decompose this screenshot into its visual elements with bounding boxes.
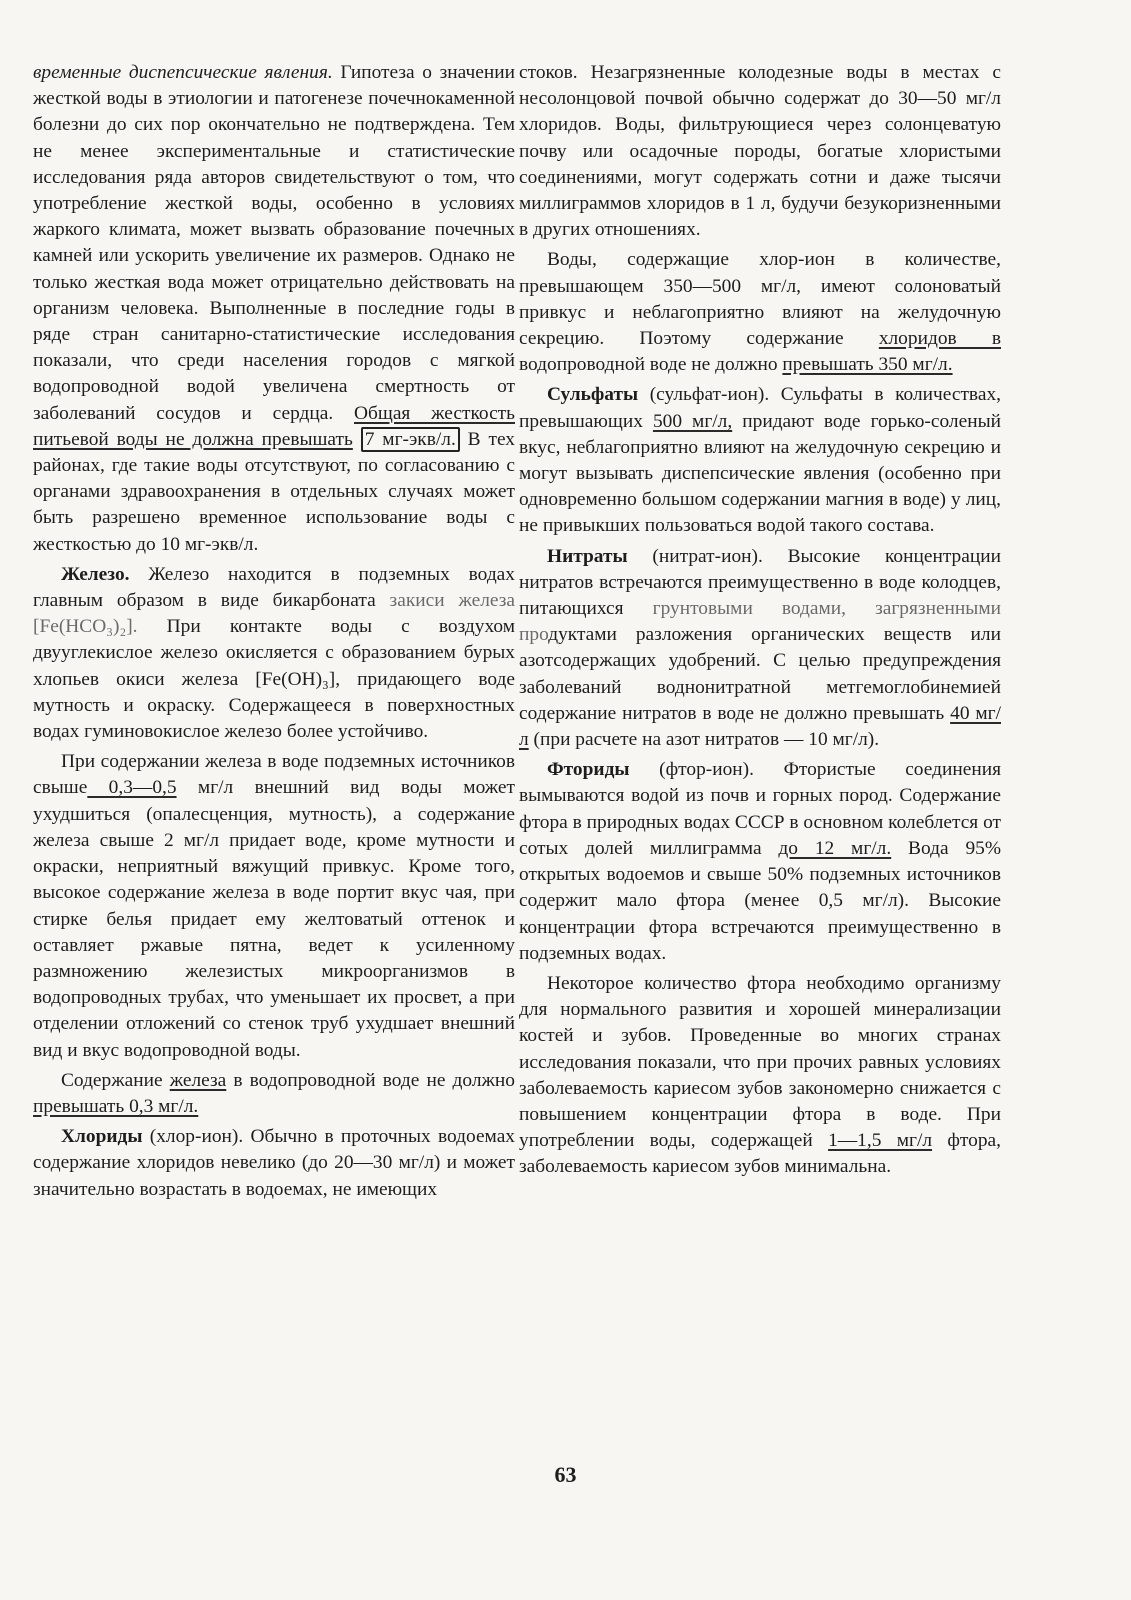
section-heading-fluorides: Фториды <box>547 759 630 781</box>
handwritten-underline: до 12 мг/л. <box>778 837 892 859</box>
handwritten-underline: хлоридов в <box>878 328 1001 350</box>
handwritten-underline: превышать 0,3 мг/л. <box>33 1095 199 1117</box>
handwritten-underline: 0,3—0,5 <box>87 777 177 799</box>
paragraph-chlorides-cont <box>519 60 1001 243</box>
paragraph-iron-limit <box>33 749 515 1063</box>
section-heading-sulfates: Сульфаты <box>547 384 639 406</box>
text-span: дуктами разложения органических веществ или азотсодержащих удобрений. С целью предупреждения заболеваний воднонитратной метгемоглобинемией содержание нитратов в воде не должно превышать <box>519 624 1001 724</box>
paragraph-sulfates <box>519 382 1001 539</box>
text-span: (фтор-ион). Фтористые соединения вымываются водой из почв и горных пород. Содержание фтора в природных водах СССР в основном колеблется от сотых долей миллиграмма <box>519 759 1001 859</box>
text-span: Вода 95% открытых водоемов и свыше 50% подземных источников содержит мало фтора (менее 0,5 мг/л). Высокие концентрации фтора встречаются преимущественно в подземных водах. <box>519 837 1001 964</box>
text-span: в водопроводной воде не должно <box>226 1069 515 1091</box>
text-span: придают воде горько-соленый вкус, неблагоприятно влияют на желудочную секрецию и могут вызывать диспепсические явления (особенно при одновременно большом содержании магния в воде) у лиц, не привыкших пользоваться водой такого состава. <box>519 410 1001 537</box>
text-span: Воды, содержащие хлор-ион в количестве, превышающем 350—500 мг/л, имеют солоноватый привкус и неблагоприятно влияют на желудочную секрецию. Поэтому содержание <box>519 249 1001 350</box>
paragraph-iron-norm <box>33 1068 515 1120</box>
handwritten-underline: превышать 350 мг/л. <box>782 354 953 376</box>
handwritten-underline: 500 мг/л, <box>652 410 733 432</box>
section-heading-chlorides: Хлориды <box>61 1126 143 1148</box>
paragraph-nitrates <box>519 544 1001 754</box>
text-span: (при расчете на азот нитратов — 10 мг/л). <box>528 729 880 751</box>
text-span: стоков. Незагрязненные колодезные воды в местах с несолонцовой почвой обычно содержат до 30—50 мг/л хлоридов. Воды, фильтрующиеся через солонцеватую почву или осадочные породы, богатые хлористыми соединениями, могут содержать сотни и даже тысячи миллиграммов хлоридов в 1 л, будучи безукоризненными в других отношениях. <box>519 62 1001 241</box>
right-column <box>519 60 1001 1185</box>
paragraph-hardness <box>33 60 515 558</box>
text-span: (хлор-ион). Обычно в проточных водоемах содержание хлоридов невелико (до 20—30 мг/л) и может значительно возрастать в водоемах, не имеющих <box>33 1126 515 1200</box>
handwritten-underline: 40 мг/л <box>519 702 1001 751</box>
text-span: водопроводной воде не должно <box>519 354 783 376</box>
text-span: Железо находится в подземных водах главным образом в виде бикарбоната <box>33 563 515 612</box>
text-span: фтора, заболеваемость кариесом зубов минимальна. <box>519 1130 1001 1178</box>
faded-text: закиси железа [Fe(HCO₃)₂]. <box>33 590 515 638</box>
text-span: Гипотеза о значении жесткой воды в этиологии и патогенезе почечнокаменной болезни до сих пор окончательно не подтверждена. Тем не менее экспериментальные и статистические исследования ряда авторов свидетельствуют о том, что употребление жесткой воды, особенно в условиях жаркого климата, может вызвать образование почечных камней или ускорить увеличение их размеров. Однако не только жесткая вода может отрицательно действовать на организм человека. Выполненные в последние годы в ряде стран санитарно-статистические исследования показали, что среди населения городов с мягкой водопроводной водой увеличена смертность от заболеваний сосудов и сердца. <box>33 62 516 424</box>
text-span: При содержании железа в воде подземных источников свыше <box>33 751 515 799</box>
handwritten-underline: Общая жесткость питьевой воды не должна превышать <box>33 402 515 450</box>
paragraph-fluorides <box>519 757 1001 967</box>
faded-text: грунтовыми водами, загрязненными про <box>519 598 1001 646</box>
text-span: Некоторое количество фтора необходимо организму для нормального развития и хорошей минерализации костей и зубов. Проведенные во многих странах исследования показали, что при прочих равных условиях заболеваемость кариесом зубов закономерно снижается с повышением концентрации фтора в воде. При употреблении воды, содержащей <box>519 972 1001 1152</box>
paragraph-chlorides-norm <box>519 247 1001 378</box>
left-column <box>33 60 515 1207</box>
text-span: (сульфат-ион). Сульфаты в количествах, превышающих <box>519 384 1001 432</box>
section-heading-iron: Железо. <box>61 563 130 585</box>
section-heading-nitrates: Нитраты <box>547 545 628 567</box>
paragraph-iron <box>33 562 515 745</box>
text-span: мг/л внешний вид воды может ухудшиться (опалесценция, мутность), а содержание железа свыше 2 мг/л придает воде, кроме мутности и окраски, неприятный вяжущий привкус. Кроме того, высокое содержание железа в воде портит вкус чая, при стирке белья придает ему желтоватый оттенок и оставляет ржавые пятна, ведет к усиленному размножению железистых микроорганизмов в водопроводных трубах, что уменьшает их просвет, а при отделении отложений со стенок труб ухудшает внешний вид и вкус водопроводной воды. <box>33 777 515 1061</box>
text-span: (нитрат-ион). Высокие концентрации нитратов встречаются преимущественно в воде колодцев, питающихся <box>519 545 1001 620</box>
paragraph-fluorides-norm <box>519 971 1001 1181</box>
text-span: Содержание <box>61 1069 170 1091</box>
handwritten-underline: железа <box>169 1069 227 1091</box>
text-span: При контакте воды с воздухом двууглекислое железо окисляется с образованием бурых хлопьев окиси железа [Fe(OH)₃], придающего воде мутность и окраску. Содержащееся в поверхностных водах гуминовокислое железо более устойчиво. <box>33 616 515 743</box>
italic-text: временные диспепсические явления. <box>33 62 333 83</box>
text-span: В тех районах, где такие воды отсутствуют, по согласованию с органами здравоохранения в отдельных случаях может быть разрешено временное использование воды с жесткостью до 10 мг-экв/л. <box>33 428 515 555</box>
handwritten-underline: 1—1,5 мг/л <box>828 1130 933 1152</box>
paragraph-chlorides <box>33 1124 515 1203</box>
handwritten-box: 7 мг-экв/л. <box>361 427 460 452</box>
page-number: 63 <box>554 1462 577 1487</box>
